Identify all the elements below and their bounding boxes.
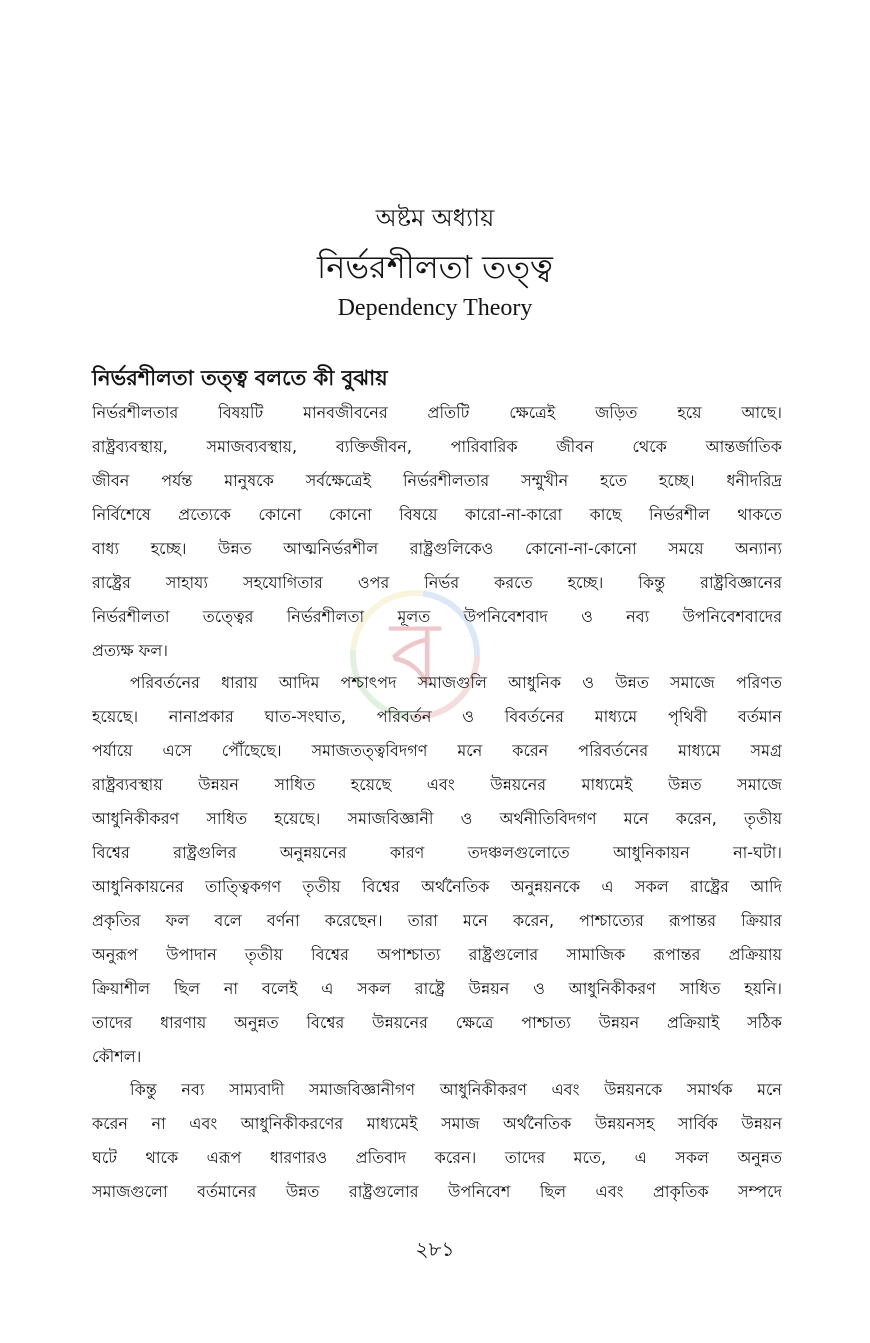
paragraph-line: রাষ্ট্রব্যবস্থায় উন্নয়ন সাধিত হয়েছে এবং উন্নয়নের মাধ্যমেই উন্নত সমাজে — [92, 775, 782, 794]
section-heading: নির্ভরশীলতা তত্ত্ব বলতে কী বুঝায় — [92, 366, 388, 390]
paragraph-line: আধুনিকায়নের তাত্ত্বিকগণ তৃতীয় বিশ্বের অর্থনৈতিক অনুন্নয়নকে এ সকল রাষ্ট্রের আদি — [92, 877, 782, 896]
paragraph-line: পরিবর্তনের ধারায় আদিম পশ্চাৎপদ সমাজগুলি আধুনিক ও উন্নত সমাজে পরিণত — [130, 673, 782, 692]
paragraph-line: কিন্তু নব্য সাম্যবাদী সমাজবিজ্ঞানীগণ আধুনিকীকরণ এবং উন্নয়নকে সমার্থক মনে — [130, 1080, 782, 1099]
paragraph-line: কৌশল। — [92, 1047, 142, 1066]
paragraph-line: রাষ্ট্রের সাহায্য সহযোগিতার ওপর নির্ভর করতে হচ্ছে। কিন্তু রাষ্ট্রবিজ্ঞানের — [92, 573, 782, 592]
paragraph-1 — [92, 396, 782, 668]
page-number: ২৮১ — [415, 1237, 455, 1261]
paragraph-line: নির্বিশেষে প্রত্যেকে কোনো কোনো বিষয়ে কারো-না-কারো কাছে নির্ভরশীল থাকতে — [92, 505, 782, 524]
paragraph-line: রাষ্ট্রব্যবস্থায়, সমাজব্যবস্থায়, ব্যক্তিজীবন, পারিবারিক জীবন থেকে আন্তর্জাতিক — [92, 437, 782, 456]
paragraph-3 — [92, 1073, 782, 1209]
paragraph-line: নির্ভরশীলতার বিষয়টি মানবজীবনের প্রতিটি ক্ষেত্রেই জড়িত হয়ে আছে। — [92, 403, 782, 422]
svg-text:ব: ব — [389, 602, 441, 707]
paragraph-2 — [92, 666, 782, 1074]
paragraph-line: সমাজগুলো বর্তমানের উন্নত রাষ্ট্রগুলোর উপনিবেশ ছিল এবং প্রাকৃতিক সম্পদে — [92, 1182, 782, 1201]
paragraph-line: জীবন পর্যন্ত মানুষকে সর্বক্ষেত্রেই নির্ভরশীলতার সম্মুখীন হতে হচ্ছে। ধনীদরিদ্র — [92, 471, 782, 490]
paragraph-line: প্রকৃতির ফল বলে বর্ণনা করেছেন। তারা মনে করেন, পাশ্চাত্যের রূপান্তর ক্রিয়ার — [92, 911, 782, 930]
chapter-subtitle: Dependency Theory — [337, 295, 533, 321]
paragraph-line: ক্রিয়াশীল ছিল না বলেই এ সকল রাষ্ট্রে উন্নয়ন ও আধুনিকীকরণ সাধিত হয়নি। — [92, 979, 782, 998]
chapter-number: অষ্টম অধ্যায় — [375, 204, 495, 232]
chapter-title: নির্ভরশীলতা তত্ত্ব — [317, 248, 553, 286]
paragraph-line: নির্ভরশীলতা তত্ত্বের নির্ভরশীলতা মূলত উপনিবেশবাদ ও নব্য উপনিবেশবাদের — [92, 607, 782, 626]
paragraph-line: আধুনিকীকরণ সাধিত হয়েছে। সমাজবিজ্ঞানী ও অর্থনীতিবিদগণ মনে করেন, তৃতীয় — [92, 809, 782, 828]
paragraph-line: করেন না এবং আধুনিকীকরণের মাধ্যমেই সমাজ অর্থনৈতিক উন্নয়নসহ সার্বিক উন্নয়ন — [92, 1114, 782, 1133]
paragraph-line: পর্যায়ে এসে পৌঁছেছে। সমাজতত্ত্ববিদগণ মনে করেন পরিবর্তনের মাধ্যমে সমগ্র — [92, 741, 782, 760]
paragraph-line: প্রত্যক্ষ ফল। — [92, 641, 168, 660]
paragraph-line: বাধ্য হচ্ছে। উন্নত আত্মনির্ভরশীল রাষ্ট্রগুলিকেও কোনো-না-কোনো সময়ে অন্যান্য — [92, 539, 782, 558]
paragraph-line: হয়েছে। নানাপ্রকার ঘাত-সংঘাত, পরিবর্তন ও বিবর্তনের মাধ্যমে পৃথিবী বর্তমান — [92, 707, 782, 726]
paragraph-line: বিশ্বের রাষ্ট্রগুলির অনুন্নয়নের কারণ তদঞ্চলগুলোতে আধুনিকায়ন না-ঘটা। — [92, 843, 782, 862]
paragraph-line: ঘটে থাকে এরূপ ধারণারও প্রতিবাদ করেন। তাদের মতে, এ সকল অনুন্নত — [92, 1148, 782, 1167]
paragraph-line: তাদের ধারণায় অনুন্নত বিশ্বের উন্নয়নের ক্ষেত্রে পাশ্চাত্য উন্নয়ন প্রক্রিয়াই সঠিক — [92, 1013, 782, 1032]
paragraph-line: অনুরূপ উপাদান তৃতীয় বিশ্বের অপাশ্চাত্য রাষ্ট্রগুলোর সামাজিক রূপান্তর প্রক্রিয়ায় — [92, 945, 782, 964]
